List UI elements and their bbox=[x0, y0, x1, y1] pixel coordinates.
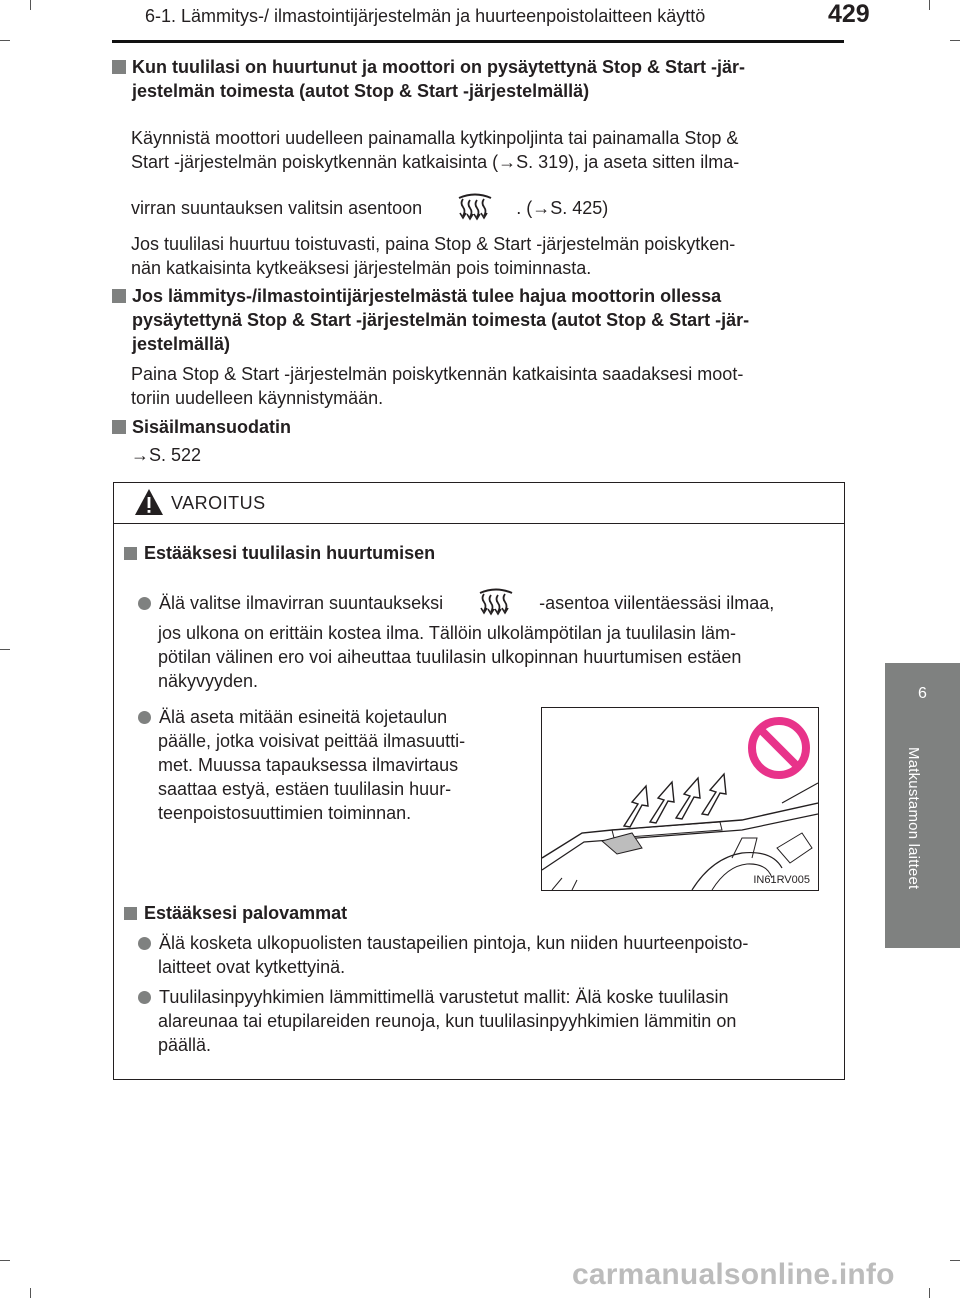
section-1-paragraph-2: Jos tuulilasi huurtuu toistuvasti, paina Stop & Start -järjestelmän poiskytken- nän katkaisinta kytkeäksesi järjestelmän pois toiminnasta. bbox=[131, 234, 736, 278]
warning-bullet-3: Älä kosketa ulkopuolisten taustapeilien pintoja, kun niiden huurteenpoisto- laitteet ovat kytkettyinä. bbox=[138, 931, 840, 979]
crop-mark bbox=[0, 1260, 10, 1261]
chapter-number: 6 bbox=[918, 685, 927, 702]
section-1-paragraph-1: Käynnistä moottori uudelleen painamalla kytkinpoljinta tai painamalla Stop & Start -järjestelmän poiskytkennän katkaisinta (→S. 319), ja aseta sitten ilma- bbox=[131, 128, 740, 172]
cabin-filter-page-reference: →S. 522 bbox=[131, 445, 202, 465]
crop-mark bbox=[950, 40, 960, 41]
crop-mark bbox=[950, 1260, 960, 1261]
warning-bullet-1-continuation: jos ulkona on erittäin kostea ilma. Tällöin ulkolämpötilan ja tuulilasin läm- pötilan välinen ero voi aiheuttaa tuulilasin ulkopinnan huurtumisen estäen näkyvyyden. bbox=[158, 623, 742, 691]
warning-header bbox=[114, 483, 844, 524]
crop-mark bbox=[929, 0, 930, 10]
chapter-side-tab bbox=[885, 663, 960, 948]
crop-mark bbox=[30, 0, 31, 10]
header-divider bbox=[112, 40, 844, 43]
square-bullet-icon bbox=[124, 907, 137, 920]
dashboard-vents-illustration bbox=[541, 707, 819, 891]
page-number: 429 bbox=[828, 0, 870, 28]
section-2-paragraph: Paina Stop & Start -järjestelmän poiskytkennän katkaisinta saadaksesi moot- toriin uudelleen käynnistymään. bbox=[131, 364, 744, 408]
watermark: carmanualsonline.info bbox=[572, 1258, 895, 1291]
section-header-title: 6-1. Lämmitys-/ ilmastointijärjestelmän ja huurteenpoistolaitteen käyttö bbox=[145, 6, 706, 26]
dashboard-drawing bbox=[542, 708, 818, 890]
warning-triangle-icon bbox=[134, 488, 164, 516]
section-heading-odor: Jos lämmitys-/ilmastointijärjestelmästä tulee hajua moottorin ollessa pysäytettynä Stop & Start -järjestelmän toimesta (autot Stop & Start -jär- jestelmällä) bbox=[112, 284, 844, 356]
round-bullet-icon bbox=[138, 937, 151, 950]
illustration-code: IN61RV005 bbox=[753, 874, 810, 886]
warning-bullet-1-first-line: Älä valitse ilmavirran suuntaukseksi -asentoa viilentäessäsi ilmaa, bbox=[138, 585, 840, 623]
prohibition-icon bbox=[752, 721, 806, 775]
warning-subheading-burns: Estääksesi palovammat bbox=[124, 901, 347, 925]
windshield-defroster-icon bbox=[455, 190, 495, 228]
warning-bullet-4: Tuulilasinpyyhkimien lämmittimellä varustetut mallit: Älä koske tuulilasin alareunaa tai etupilareiden reunoja, kun tuulilasinpyyhkimien lämmitin on päällä. bbox=[138, 985, 840, 1057]
round-bullet-icon bbox=[138, 597, 151, 610]
windshield-defroster-icon bbox=[476, 585, 516, 623]
crop-mark bbox=[929, 1288, 930, 1298]
warning-bullet-2: Älä aseta mitään esineitä kojetaulun päälle, jotka voisivat peittää ilmasuutti- met. Muussa tapauksessa ilmavirtaus saattaa estyä, estäen tuulilasin huur- teenpoistosuuttimien toiminnan. bbox=[138, 705, 522, 825]
chapter-label: Matkustamon laitteet bbox=[905, 747, 922, 890]
square-bullet-icon bbox=[112, 60, 126, 74]
warning-subheading-fog: Estääksesi tuulilasin huurtumisen bbox=[124, 541, 435, 565]
section-1-paragraph-1-last: virran suuntauksen valitsin asentoon . (→S. 425) bbox=[131, 190, 843, 228]
section-heading-cabin-filter: Sisäilmansuodatin bbox=[112, 415, 844, 439]
round-bullet-icon bbox=[138, 711, 151, 724]
warning-box bbox=[113, 482, 845, 1080]
square-bullet-icon bbox=[112, 420, 126, 434]
crop-mark bbox=[30, 1288, 31, 1298]
warning-title: VAROITUS bbox=[171, 493, 266, 513]
square-bullet-icon bbox=[112, 289, 126, 303]
crop-mark bbox=[0, 649, 10, 650]
crop-mark bbox=[0, 40, 10, 41]
section-heading-windshield-fogged: Kun tuulilasi on huurtunut ja moottori on pysäytettynä Stop & Start -jär- jestelmän toimesta (autot Stop & Start -järjestelmällä) bbox=[112, 55, 844, 103]
round-bullet-icon bbox=[138, 991, 151, 1004]
square-bullet-icon bbox=[124, 547, 137, 560]
